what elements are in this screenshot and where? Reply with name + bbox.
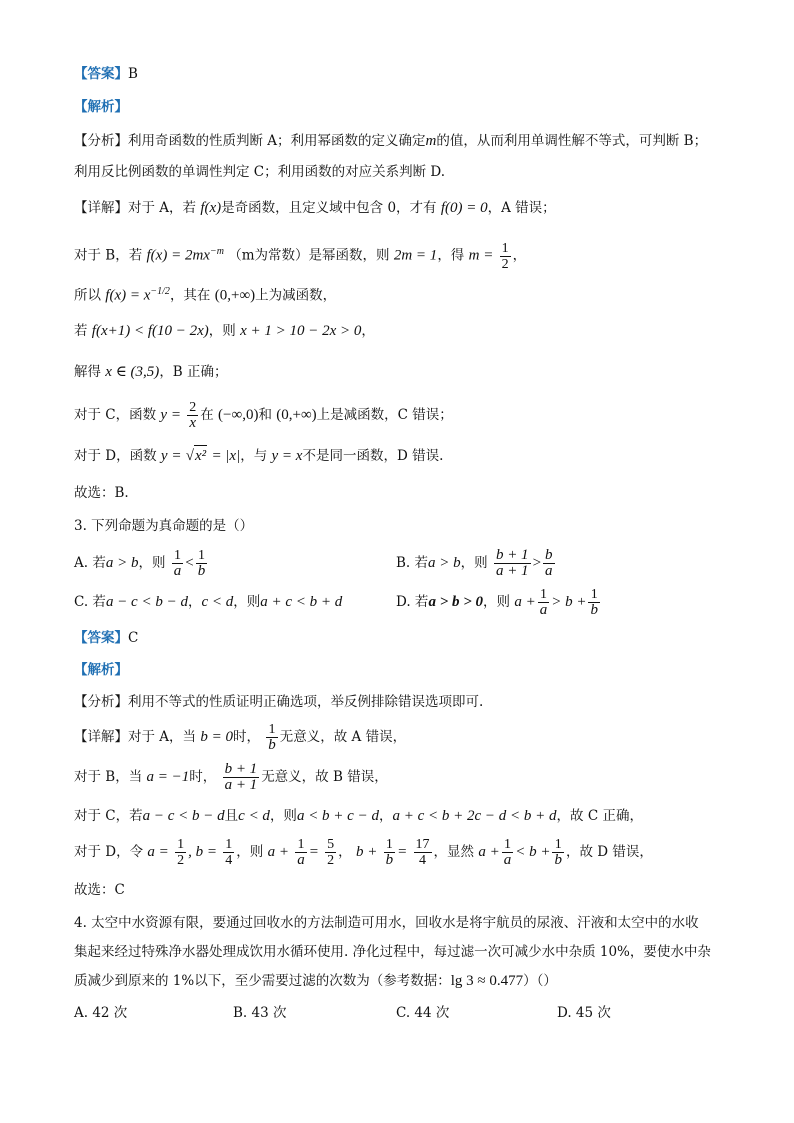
frac-den: a + 1 xyxy=(224,777,258,793)
fenxi-text: 的值，从而利用单调性解不等式，可判断 B； xyxy=(436,133,708,149)
text: 对于 B，当 xyxy=(74,769,143,785)
fraction xyxy=(196,548,208,579)
frac-num: 1 xyxy=(266,722,278,738)
text: ， xyxy=(378,808,393,824)
text: ，则 xyxy=(483,594,511,610)
text: 解得 xyxy=(74,364,101,380)
fraction xyxy=(500,241,511,272)
text: 时， xyxy=(232,729,260,745)
text: 无意义，故 B 错误， xyxy=(261,769,388,785)
text: 对于 D，令 xyxy=(74,844,144,860)
math: < xyxy=(185,555,194,571)
text: ， xyxy=(187,594,202,610)
text: 不是同一函数，D 错误. xyxy=(302,448,444,464)
frac-num: 1 xyxy=(225,837,233,852)
frac-num: b + 1 xyxy=(495,547,529,563)
frac-den: b xyxy=(197,563,206,579)
detail-tag: 【详解】 xyxy=(74,200,128,216)
text: ， xyxy=(512,247,527,264)
text: 无意义，故 A 错误， xyxy=(279,729,407,745)
math: y = xyxy=(160,448,182,464)
fraction xyxy=(538,587,550,618)
text: 和 xyxy=(258,407,272,423)
fraction xyxy=(494,548,531,579)
text: ，则 xyxy=(233,594,261,610)
answer-tag: 【答案】 xyxy=(74,66,128,82)
q4-option-d xyxy=(557,1003,611,1023)
frac-den: 4 xyxy=(419,853,427,868)
sqrt-sign: √ xyxy=(185,448,194,464)
fraction xyxy=(325,837,336,868)
math: a > b xyxy=(428,555,461,571)
frac-den: b xyxy=(268,737,276,753)
analysis-line-1 xyxy=(74,97,128,117)
text: C. 若 xyxy=(74,594,106,610)
text: 在 xyxy=(200,407,214,423)
math: lg 3 ≈ 0.477 xyxy=(450,973,524,989)
text: ，故 D 错误， xyxy=(565,844,653,860)
frac-den: b xyxy=(590,602,598,618)
math: (0,+∞) xyxy=(276,407,317,423)
text: 对于 D，函数 xyxy=(74,448,157,464)
q4-option-a xyxy=(74,1003,127,1023)
text: 上是减函数，C 错误； xyxy=(316,407,453,423)
frac-num: 1 xyxy=(295,837,307,853)
frac-num: 1 xyxy=(588,587,600,603)
fraction xyxy=(552,837,564,868)
text: 若 xyxy=(74,323,88,339)
math: m = xyxy=(468,247,494,264)
fraction xyxy=(223,837,234,868)
option-text: C. 44 次 xyxy=(396,1005,450,1021)
frac-den: 2 xyxy=(501,256,509,272)
math: b = 0 xyxy=(200,729,233,745)
math: f(x) xyxy=(200,200,222,216)
question-text: 4. 太空中水资源有限，要通过回收水的方法制造可用水，回收水是将宇航员的尿液、汗液和太空中的水收 xyxy=(74,915,699,931)
math: a < b + c − d xyxy=(296,808,379,824)
text: 时， xyxy=(189,769,217,785)
fraction xyxy=(543,548,555,579)
math: a = xyxy=(147,844,169,860)
frac-num: b xyxy=(545,547,553,563)
answer-line-1 xyxy=(74,64,138,84)
analysis-line-2 xyxy=(74,660,128,680)
answer-value: C xyxy=(128,630,139,646)
text: A. 若 xyxy=(74,555,106,571)
q3-option-d xyxy=(396,582,602,622)
math: x² xyxy=(194,445,207,466)
frac-num: 1 xyxy=(538,587,550,603)
math: a − c < b − d xyxy=(142,808,225,824)
fraction xyxy=(384,837,396,868)
frac-den: a xyxy=(539,602,548,618)
frac-den: x xyxy=(189,415,197,431)
math: (−∞,0) xyxy=(218,407,259,423)
detail-line-c xyxy=(74,282,336,306)
choose-line-2 xyxy=(74,880,125,900)
frac-num: 1 xyxy=(172,548,184,564)
fenxi-text: 利用奇函数的性质判断 A；利用幂函数的定义确定 xyxy=(128,133,426,149)
detail-line-b xyxy=(74,232,526,276)
text: 对于 C，若 xyxy=(74,808,143,824)
text: ，A 错误； xyxy=(487,200,556,216)
fraction xyxy=(175,837,186,868)
math: c < d xyxy=(201,594,234,610)
text: ， xyxy=(338,844,352,860)
detail-line-e xyxy=(74,362,228,382)
text: ，则 xyxy=(138,555,166,571)
fenxi-line-2 xyxy=(74,162,445,182)
frac-num: 1 xyxy=(196,548,208,564)
analysis-tag: 【解析】 xyxy=(74,99,128,115)
question-text: 集起来经过特殊净水器处理成饮用水循环使用. 净化过程中，每过滤一次可减少水中杂质 10%，要使水中杂 xyxy=(74,944,711,960)
math: a > b > 0 xyxy=(428,594,484,610)
frac-num: 5 xyxy=(327,837,335,852)
question-text: 3. 下列命题为真命题的是（） xyxy=(74,518,254,534)
math: > xyxy=(532,555,542,571)
text: D. 若 xyxy=(396,594,429,610)
frac-num: 1 xyxy=(384,837,396,853)
text: 对于 A，若 xyxy=(128,200,197,216)
text: 是奇函数，且定义域中包含 0，才有 xyxy=(221,200,437,216)
frac-den: a xyxy=(545,563,553,579)
math: a − c < b − d xyxy=(105,594,188,610)
math: x + 1 > 10 − 2x > 0 xyxy=(240,323,362,339)
math: f(x) = 2mx xyxy=(146,247,210,264)
option-text: D. 45 次 xyxy=(557,1005,611,1021)
text: ，其在 xyxy=(169,287,211,304)
q3-option-c xyxy=(74,592,342,612)
detail-tag: 【详解】 xyxy=(74,729,128,745)
math: f(x) = x xyxy=(105,287,151,304)
text: 且 xyxy=(224,808,239,824)
detail2-line-b xyxy=(74,757,388,797)
frac-den: 2 xyxy=(177,853,185,868)
math: b + xyxy=(355,844,378,860)
frac-den: a + 1 xyxy=(495,563,529,579)
math: (0,+∞) xyxy=(214,287,256,304)
fenxi-line-3 xyxy=(74,692,483,712)
text: ，则 xyxy=(208,323,236,339)
text: ，则 xyxy=(460,555,488,571)
math: = |x| xyxy=(211,448,241,464)
q3-option-a xyxy=(74,543,209,583)
detail-line-g xyxy=(74,445,443,466)
frac-den: b xyxy=(385,852,394,868)
math: f(x+1) < f(10 − 2x) xyxy=(91,323,209,339)
question-4-line-1 xyxy=(74,913,699,933)
fraction xyxy=(414,837,432,868)
frac-den: a xyxy=(297,852,305,868)
math: a + xyxy=(267,844,289,860)
text: ，则 xyxy=(269,808,297,824)
frac-num: 1 xyxy=(552,837,564,853)
fraction xyxy=(187,400,198,431)
text: ，故 C 正确， xyxy=(556,808,643,824)
detail2-line-a xyxy=(74,717,406,757)
text: 上为减函数， xyxy=(255,287,337,304)
detail-line-a xyxy=(74,198,556,218)
math-exp: −1/2 xyxy=(150,286,170,297)
q4-option-b xyxy=(233,1003,286,1023)
math: 2m = 1 xyxy=(393,247,438,264)
detail2-line-c xyxy=(74,806,643,826)
frac-num: 2 xyxy=(189,400,197,415)
math: > b + xyxy=(551,594,587,610)
q4-option-c xyxy=(396,1003,449,1023)
detail-line-d xyxy=(74,321,375,341)
frac-num: 1 xyxy=(501,240,509,256)
math: a + c < b + 2c − d < b + d xyxy=(392,808,557,824)
text: B. 若 xyxy=(396,555,429,571)
question-text: 质减少到原来的 1%以下，至少需要过滤的次数为（参考数据： xyxy=(74,973,451,989)
text: 对于 A，当 xyxy=(128,729,197,745)
fraction xyxy=(588,587,600,618)
q3-option-b xyxy=(396,543,557,583)
text: 对于 C，函数 xyxy=(74,407,157,423)
fraction xyxy=(223,762,260,793)
choose-line-1 xyxy=(74,483,129,503)
math: = xyxy=(397,844,408,860)
question-3-stem xyxy=(74,516,253,536)
fraction xyxy=(266,722,278,753)
math: a + xyxy=(514,594,536,610)
math: c < d xyxy=(238,808,270,824)
fenxi-tag: 【分析】 xyxy=(74,694,128,710)
fraction xyxy=(295,837,307,868)
answer-value: B xyxy=(128,66,138,82)
math: < b + xyxy=(515,844,551,860)
math: a > b xyxy=(105,555,139,571)
answer-line-2 xyxy=(74,628,138,648)
frac-num: b + 1 xyxy=(224,761,258,777)
answer-tag: 【答案】 xyxy=(74,630,128,646)
fraction xyxy=(172,548,184,579)
fraction xyxy=(502,837,514,868)
math: , b = xyxy=(188,844,217,860)
question-text: ）（） xyxy=(523,973,557,989)
text: ，B 正确； xyxy=(159,364,228,380)
frac-num: 1 xyxy=(502,837,514,853)
math: a + xyxy=(478,844,500,860)
fenxi-line-1 xyxy=(74,131,707,151)
math: a = −1 xyxy=(146,769,190,785)
math: a + c < b + d xyxy=(260,594,343,610)
option-text: B. 43 次 xyxy=(233,1005,287,1021)
text: 对于 B，若 xyxy=(74,247,143,264)
fenxi-text: 利用不等式的性质证明正确选项，举反例排除错误选项即可. xyxy=(128,694,484,710)
frac-den: a xyxy=(173,563,182,579)
frac-den: 4 xyxy=(225,853,233,868)
fenxi-text: 利用反比例函数的单调性判定 C；利用函数的对应关系判断 D. xyxy=(74,164,446,180)
text: 所以 xyxy=(74,287,101,304)
frac-den: a xyxy=(503,852,512,868)
text: ，显然 xyxy=(433,844,475,860)
analysis-tag: 【解析】 xyxy=(74,662,128,678)
text: ，与 xyxy=(240,448,268,464)
text: ，则 xyxy=(236,844,264,860)
frac-den: b xyxy=(554,852,562,868)
option-text: A. 42 次 xyxy=(74,1005,128,1021)
math: y = x xyxy=(271,448,303,464)
text: ， xyxy=(361,323,375,339)
text: ，得 xyxy=(437,247,465,264)
frac-den: 2 xyxy=(327,853,335,868)
detail2-line-d xyxy=(74,832,653,872)
math: y = xyxy=(160,407,181,423)
fenxi-tag: 【分析】 xyxy=(74,133,128,149)
text: 故选：B. xyxy=(74,485,129,501)
detail-line-f xyxy=(74,395,453,435)
math: f(0) = 0 xyxy=(440,200,488,216)
math-exp: −m xyxy=(209,246,224,257)
math: x ∈ (3,5) xyxy=(105,364,160,380)
question-4-line-3 xyxy=(74,971,557,991)
text: 故选：C xyxy=(74,882,125,898)
question-4-line-2 xyxy=(74,942,711,962)
math: = xyxy=(308,844,319,860)
frac-num: 17 xyxy=(415,837,430,852)
frac-num: 1 xyxy=(177,837,185,852)
text: （m为常数）是幂函数，则 xyxy=(228,247,390,264)
math-m: m xyxy=(425,133,437,149)
